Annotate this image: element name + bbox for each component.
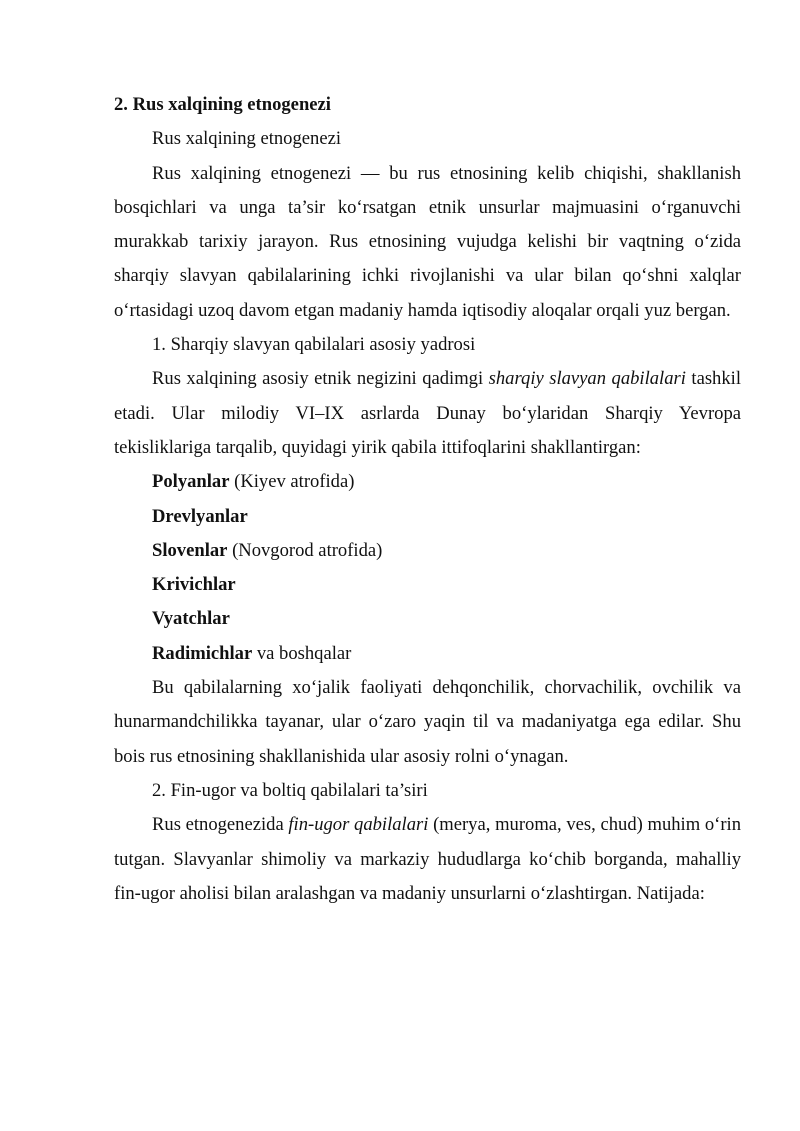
tribe-item (114, 602, 741, 636)
section1-p1-before: Rus xalqining asosiy etnik negizini qadimgi (152, 368, 489, 390)
section2-paragraph1 (114, 808, 741, 911)
tribe-item (114, 637, 741, 671)
section1-paragraph2: Bu qabilalarning xo‘jalik faoliyati dehqonchilik, chorvachilik, ovchilik va hunarmandchilikka tayanar, ular o‘zaro yaqin til va madaniyatga ega edilar. Shu bois rus etnosining shakllanishida ular asosiy rolni o‘ynagan. (114, 677, 741, 767)
document-page (114, 88, 741, 911)
tribe-item (114, 500, 741, 534)
subtitle: Rus xalqining etnogenezi (152, 128, 341, 150)
tribe-note: (Novgorod atrofida) (227, 539, 383, 561)
section2-p1-after: (merya, muroma, ves, chud) muhim o‘rin tutgan. Slavyanlar shimoliy va markaziy hududlarga ko‘chib borganda, mahalliy fin-ugor aholisi bilan aralashgan va madaniy unsurlarni o‘zlashtirgan. Natijada: (114, 814, 742, 904)
section1-title: 1. Sharqiy slavyan qabilalari asosiy yadrosi (152, 334, 476, 356)
tribe-name: Slovenlar (152, 539, 228, 561)
tribe-name: Vyatchlar (152, 608, 230, 630)
tribe-name: Krivichlar (152, 574, 236, 596)
tribe-item (114, 465, 741, 499)
tribe-item (114, 568, 741, 602)
tribe-note: (Kiyev atrofida) (229, 471, 355, 493)
tribe-name: Polyanlar (152, 471, 230, 493)
section1-p1-emphasis: sharqiy slavyan qabilalari (488, 368, 686, 390)
tribe-name: Drevlyanlar (152, 505, 248, 527)
section2-title: 2. Fin-ugor va boltiq qabilalari ta’siri (152, 779, 428, 801)
tribe-item (114, 534, 741, 568)
section2-p1-emphasis: fin-ugor qabilalari (288, 814, 429, 836)
section1-p1-after: tashkil etadi. Ular milodiy VI–IX asrlarda Dunay bo‘ylaridan Sharqiy Yevropa tekisliklariga tarqalib, quyidagi yirik qabila ittifoqlarini shakllantirgan: (114, 368, 741, 458)
intro-paragraph: Rus xalqining etnogenezi — bu rus etnosining kelib chiqishi, shakllanish bosqichlari va unga ta’sir ko‘rsatgan etnik unsurlar majmuasini o‘rganuvchi murakkab tarixiy jarayon. Rus etnosining vujudga kelishi bir vaqtning o‘zida sharqiy slavyan qabilalarining ichki rivojlanishi va ular bilan qo‘shni xalqlar o‘rtasidagi uzoq davom etgan madaniy hamda iqtisodiy aloqalar orqali yuz bergan. (114, 162, 741, 321)
section1-paragraph1 (114, 362, 741, 465)
section-heading: 2. Rus xalqining etnogenezi (114, 94, 331, 115)
tribe-name: Radimichlar (152, 642, 253, 664)
tribe-note: va boshqalar (252, 642, 352, 664)
section2-p1-before: Rus etnogenezida (152, 814, 289, 836)
